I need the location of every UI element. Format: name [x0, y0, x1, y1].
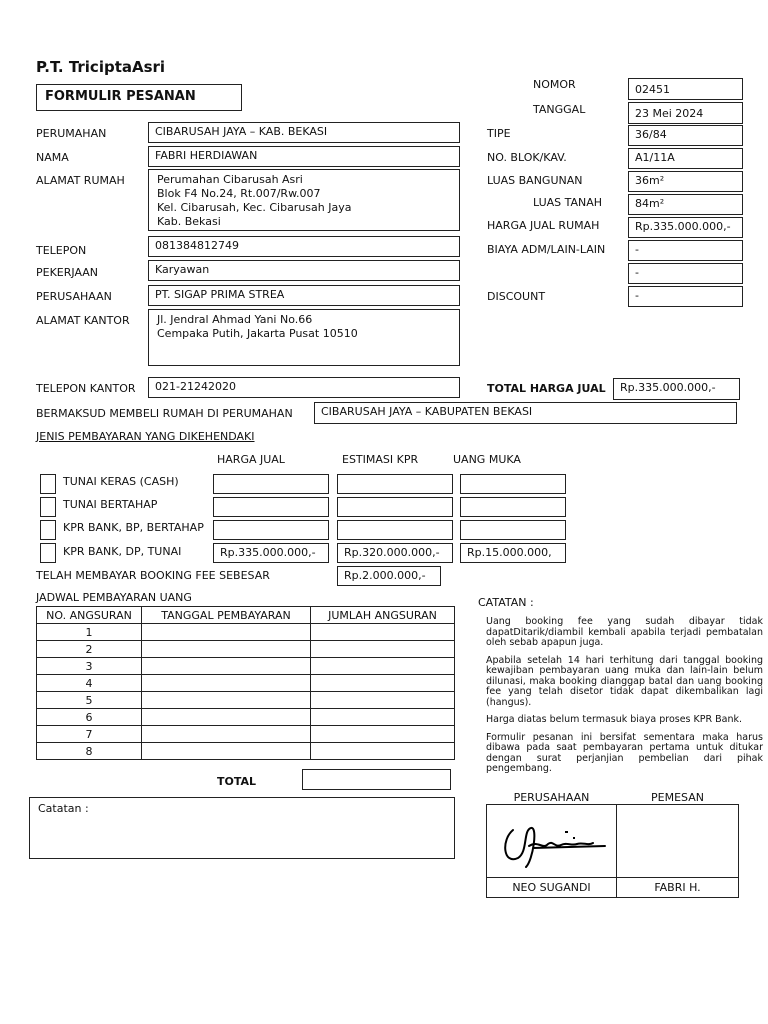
- alamat-line: Perumahan Cibarusah Asri: [157, 173, 303, 186]
- pekerjaan-label: PEKERJAAN: [36, 266, 99, 279]
- table-row: [37, 658, 455, 675]
- tipe-label: TIPE: [487, 127, 511, 140]
- catatan-box[interactable]: [29, 797, 455, 859]
- alamat-kantor-field[interactable]: [148, 309, 460, 366]
- harga-jual-field[interactable]: [213, 520, 329, 540]
- telepon-field[interactable]: 081384812749: [148, 236, 460, 257]
- checkbox-tunai-keras[interactable]: [40, 474, 56, 494]
- table-row: [37, 726, 455, 743]
- signature-table: [486, 791, 739, 898]
- note-item: Formulir pesanan ini bersifat sementara maka harus dibawa pada saat pembayaran pertama untuk ditukar dengan surat perjanjian pembelian dari pihak pengembang.: [486, 731, 763, 774]
- alamat-kantor-line: Jl. Jendral Ahmad Yani No.66: [157, 313, 313, 326]
- jumlah-cell[interactable]: [311, 726, 455, 743]
- harga-jual-rumah-field[interactable]: Rp.335.000.000,-: [628, 217, 743, 238]
- schedule-table: [36, 606, 455, 760]
- telepon-label: TELEPON: [36, 244, 87, 257]
- pekerjaan-field[interactable]: Karyawan: [148, 260, 460, 281]
- harga-jual-rumah-label: HARGA JUAL RUMAH: [487, 219, 600, 232]
- tanggal-label: TANGGAL: [533, 103, 586, 116]
- angsuran-no: 5: [37, 692, 142, 709]
- total-label: TOTAL: [217, 775, 257, 788]
- table-row: [37, 624, 455, 641]
- checkbox-kpr-tunai[interactable]: [40, 543, 56, 563]
- jumlah-cell[interactable]: [311, 658, 455, 675]
- tanggal-cell[interactable]: [142, 709, 311, 726]
- perumahan-label: PERUMAHAN: [36, 127, 107, 140]
- header-no-angsuran: NO. ANGSURAN: [37, 607, 142, 624]
- angsuran-no: 6: [37, 709, 142, 726]
- notes-title: CATATAN :: [478, 596, 534, 609]
- checkbox-tunai-bertahap[interactable]: [40, 497, 56, 517]
- bermaksud-field[interactable]: CIBARUSAH JAYA – KABUPATEN BEKASI: [314, 402, 737, 424]
- tanggal-cell[interactable]: [142, 726, 311, 743]
- sig-company-name: NEO SUGANDI: [487, 878, 617, 898]
- col-estimasi-kpr: ESTIMASI KPR: [342, 453, 419, 466]
- bermaksud-label: BERMAKSUD MEMBELI RUMAH DI PERUMAHAN: [36, 407, 293, 420]
- col-uang-muka: UANG MUKA: [453, 453, 521, 466]
- tanggal-cell[interactable]: [142, 743, 311, 760]
- note-item: Uang booking fee yang sudah dibayar tidak dapatDitarik/diambil kembali apabila terjadi pembatalan oleh sebab apapun juga.: [486, 616, 763, 648]
- sig-buyer-label: PEMESAN: [651, 791, 704, 804]
- jumlah-cell[interactable]: [311, 743, 455, 760]
- alamat-line: Blok F4 No.24, Rt.007/Rw.007: [157, 187, 321, 200]
- harga-jual-field[interactable]: [213, 474, 329, 494]
- angsuran-no: 1: [37, 624, 142, 641]
- tanggal-cell[interactable]: [142, 641, 311, 658]
- tanggal-cell[interactable]: [142, 658, 311, 675]
- biaya-adm-field[interactable]: -: [628, 240, 743, 261]
- angsuran-no: 2: [37, 641, 142, 658]
- header-jumlah: JUMLAH ANGSURAN: [311, 607, 455, 624]
- payment-option-label: KPR BANK, DP, TUNAI: [63, 545, 182, 558]
- discount-field[interactable]: -: [628, 286, 743, 307]
- telepon-kantor-field[interactable]: 021-21242020: [148, 377, 460, 398]
- signature-icon: [493, 810, 611, 870]
- total-harga-jual-field[interactable]: Rp.335.000.000,-: [613, 378, 740, 400]
- tanggal-cell[interactable]: [142, 675, 311, 692]
- jumlah-cell[interactable]: [311, 709, 455, 726]
- nomor-field[interactable]: 02451: [628, 78, 743, 100]
- col-harga-jual: HARGA JUAL: [217, 453, 285, 466]
- alamat-line: Kel. Cibarusah, Kec. Cibarusah Jaya: [157, 201, 352, 214]
- discount-label: DISCOUNT: [487, 290, 546, 303]
- alamat-kantor-line: Cempaka Putih, Jakarta Pusat 10510: [157, 327, 358, 340]
- estimasi-kpr-field[interactable]: [337, 520, 453, 540]
- perusahaan-field[interactable]: PT. SIGAP PRIMA STREA: [148, 285, 460, 306]
- biaya-adm-label: BIAYA ADM/LAIN-LAIN: [487, 243, 606, 256]
- angsuran-no: 7: [37, 726, 142, 743]
- tipe-field[interactable]: 36/84: [628, 125, 743, 146]
- jumlah-cell[interactable]: [311, 641, 455, 658]
- harga-jual-field[interactable]: [213, 497, 329, 517]
- schedule-title: JADWAL PEMBAYARAN UANG: [36, 591, 192, 604]
- jumlah-cell[interactable]: [311, 624, 455, 641]
- payment-title: JENIS PEMBAYARAN YANG DIKEHENDAKI: [36, 430, 255, 443]
- sig-company-label: PERUSAHAAN: [513, 791, 590, 804]
- luas-tanah-label: LUAS TANAH: [533, 196, 603, 209]
- blok-label: NO. BLOK/KAV.: [487, 151, 567, 164]
- payment-option-label: KPR BANK, BP, BERTAHAP: [63, 521, 204, 534]
- total-field[interactable]: [302, 769, 451, 790]
- perumahan-field[interactable]: CIBARUSAH JAYA – KAB. BEKASI: [148, 122, 460, 143]
- luas-tanah-field[interactable]: 84m²: [628, 194, 743, 215]
- checkbox-kpr-bertahap[interactable]: [40, 520, 56, 540]
- biaya-extra-field[interactable]: -: [628, 263, 743, 284]
- company-name: P.T. TriciptaAsri: [36, 58, 166, 76]
- uang-muka-field[interactable]: [460, 474, 566, 494]
- form-title: FORMULIR PESANAN: [36, 84, 242, 111]
- header-tanggal: TANGGAL PEMBAYARAN: [142, 607, 311, 624]
- schedule-header-row: [37, 607, 455, 624]
- tanggal-cell[interactable]: [142, 692, 311, 709]
- payment-option-label: TUNAI KERAS (CASH): [63, 475, 179, 488]
- estimasi-kpr-field[interactable]: Rp.320.000.000,-: [337, 543, 453, 563]
- sig-buyer-name: FABRI H.: [617, 878, 739, 898]
- table-row: [37, 675, 455, 692]
- note-item: Apabila setelah 14 hari terhitung dari tanggal booking kewajiban pembayaran uang muka dan lain-lain belum dilunasi, maka booking dianggap batal dan uang booking fee yang telah disetor tidak dapat dikembalikan lagi (hangus).: [486, 654, 763, 708]
- nama-label: NAMA: [36, 151, 69, 164]
- jumlah-cell[interactable]: [311, 675, 455, 692]
- buyer-signature-area[interactable]: [617, 805, 739, 878]
- total-harga-jual-label: TOTAL HARGA JUAL: [487, 382, 606, 395]
- tanggal-cell[interactable]: [142, 624, 311, 641]
- booking-fee-label: TELAH MEMBAYAR BOOKING FEE SEBESAR: [36, 569, 270, 582]
- table-row: [37, 641, 455, 658]
- uang-muka-field[interactable]: Rp.15.000.000,: [460, 543, 566, 563]
- nomor-label: NOMOR: [533, 78, 576, 91]
- estimasi-kpr-field[interactable]: [337, 497, 453, 517]
- table-row: [37, 692, 455, 709]
- angsuran-no: 4: [37, 675, 142, 692]
- payment-option-label: TUNAI BERTAHAP: [63, 498, 158, 511]
- luas-bangunan-field[interactable]: 36m²: [628, 171, 743, 192]
- alamat-line: Kab. Bekasi: [157, 215, 221, 228]
- alamat-kantor-label: ALAMAT KANTOR: [36, 314, 130, 327]
- tanggal-field[interactable]: 23 Mei 2024: [628, 102, 743, 124]
- telepon-kantor-label: TELEPON KANTOR: [36, 382, 136, 395]
- perusahaan-label: PERUSAHAAN: [36, 290, 112, 303]
- alamat-rumah-label: ALAMAT RUMAH: [36, 174, 125, 187]
- blok-field[interactable]: A1/11A: [628, 148, 743, 169]
- nama-field[interactable]: FABRI HERDIAWAN: [148, 146, 460, 167]
- catatan-label: Catatan :: [38, 802, 89, 815]
- uang-muka-field[interactable]: [460, 497, 566, 517]
- alamat-rumah-field[interactable]: [148, 169, 460, 231]
- table-row: [37, 709, 455, 726]
- booking-fee-field[interactable]: Rp.2.000.000,-: [337, 566, 441, 586]
- jumlah-cell[interactable]: [311, 692, 455, 709]
- uang-muka-field[interactable]: [460, 520, 566, 540]
- table-row: [37, 743, 455, 760]
- estimasi-kpr-field[interactable]: [337, 474, 453, 494]
- notes-list: [486, 617, 763, 782]
- luas-bangunan-label: LUAS BANGUNAN: [487, 174, 583, 187]
- harga-jual-field[interactable]: Rp.335.000.000,-: [213, 543, 329, 563]
- angsuran-no: 8: [37, 743, 142, 760]
- angsuran-no: 3: [37, 658, 142, 675]
- company-signature-area[interactable]: [487, 805, 617, 878]
- note-item: Harga diatas belum termasuk biaya proses KPR Bank.: [486, 714, 742, 725]
